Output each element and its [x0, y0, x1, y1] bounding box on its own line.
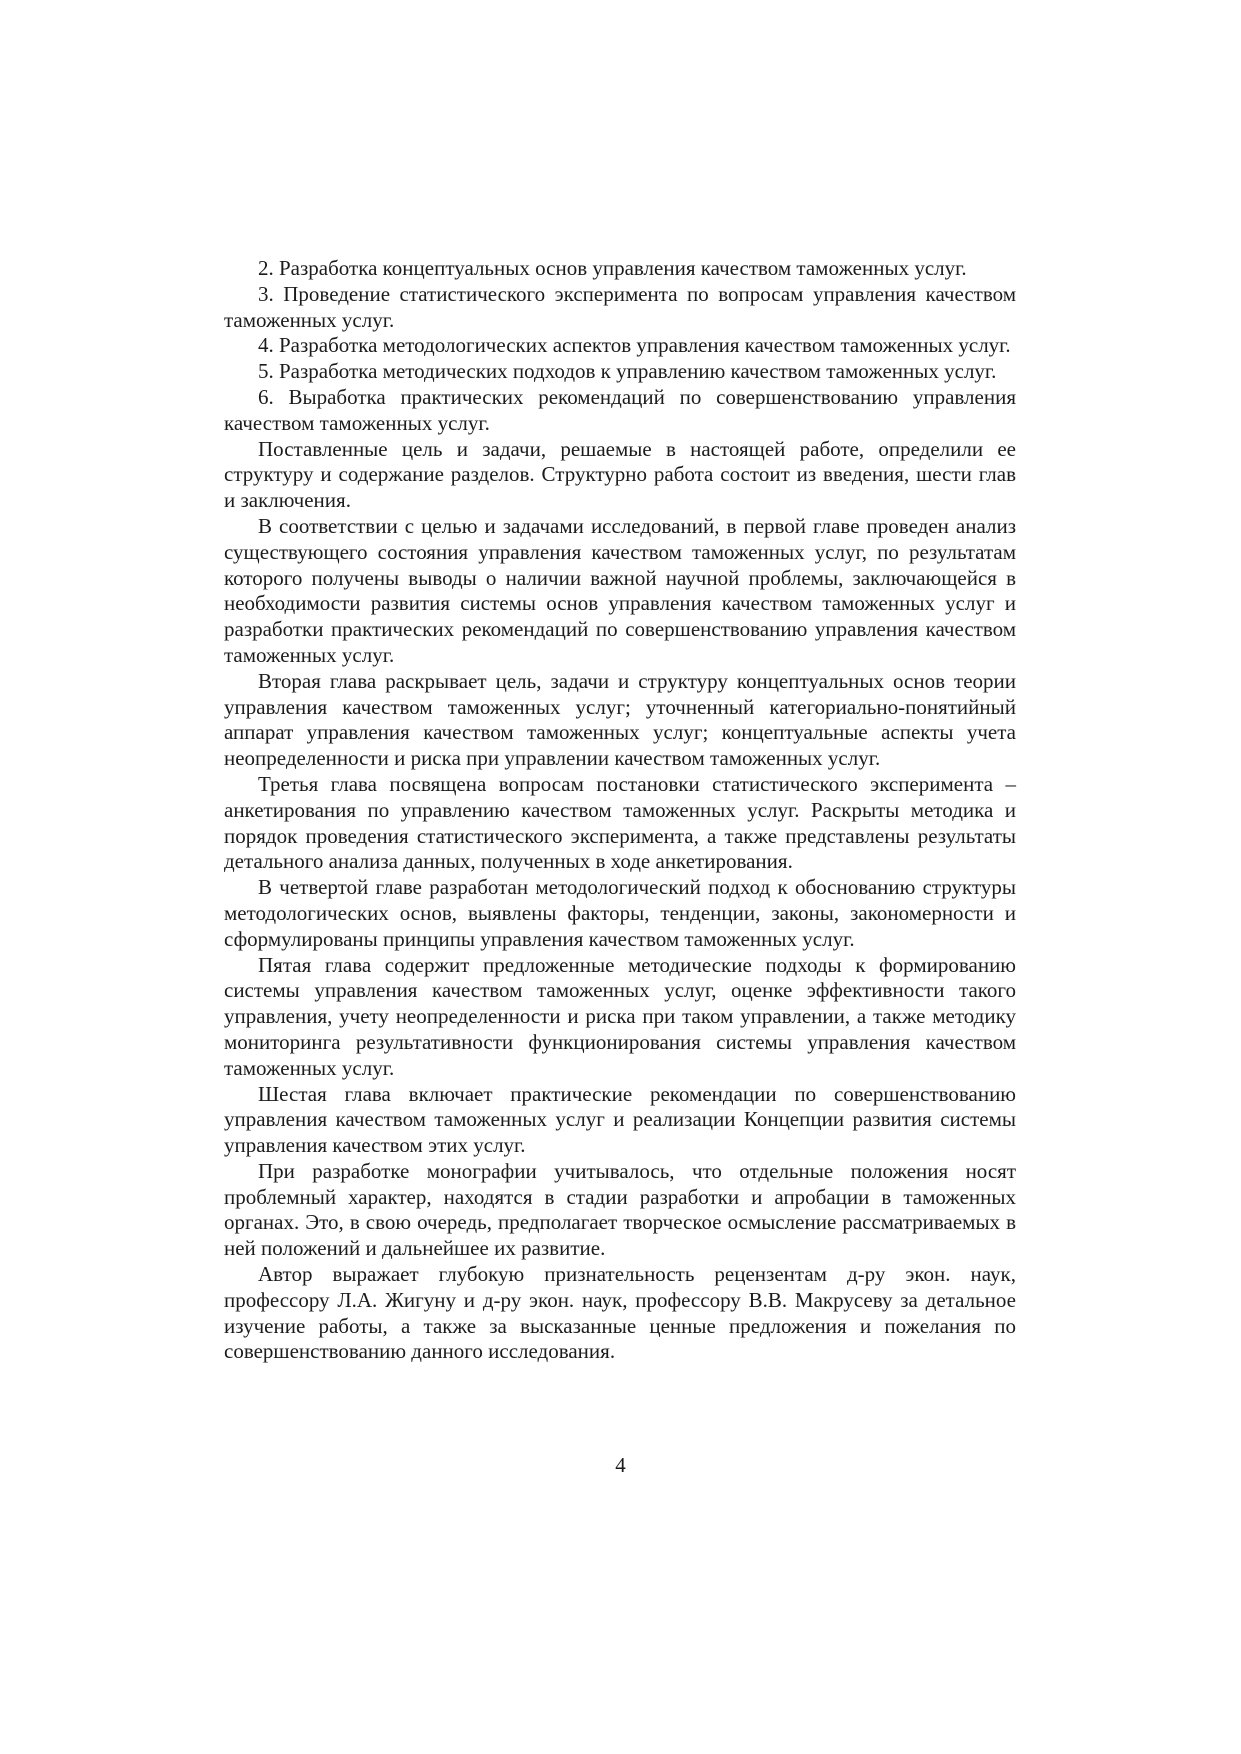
paragraph-chapter-4: В четвертой главе разработан методологический подход к обоснованию структуры методологических основ, выявлены факторы, тенденции, законы, закономерности и сформулированы принципы управления качеством таможенных услуг. — [224, 875, 1016, 951]
paragraph-structure: Поставленные цель и задачи, решаемые в настоящей работе, определили ее структуру и содержание разделов. Структурно работа состоит из введения, шести глав и заключения. — [224, 436, 1016, 513]
paragraph-chapter-5: Пятая глава содержит предложенные методические подходы к формированию системы управления качеством таможенных услуг, оценке эффективности такого управления, учету неопределенности и риска при таком управлении, а также методику мониторинга результативности функционирования системы управления качеством таможенных услуг. — [224, 952, 1016, 1080]
body-text — [224, 256, 1016, 1365]
paragraph-chapter-3: Третья глава посвящена вопросам постановки статистического эксперимента – анкетирования по управлению качеством таможенных услуг. Раскрыты методика и порядок проведения статистического эксперимента, а также представлены результаты детального анализа данных, полученных в ходе анкетирования. — [224, 771, 1016, 874]
page-number: 4 — [615, 1453, 626, 1477]
task-item-4: 4. Разработка методологических аспектов управления качеством таможенных услуг. — [258, 333, 1011, 358]
task-item-6: 6. Выработка практических рекомендаций по совершенствованию управления качеством таможенных услуг. — [224, 384, 1016, 435]
task-item-3: 3. Проведение статистического эксперимента по вопросам управления качеством таможенных услуг. — [224, 281, 1016, 332]
paragraph-acknowledgements: Автор выражает глубокую признательность рецензентам д-ру экон. наук, профессору Л.А. Жигуну и д-ру экон. наук, профессору В.В. Макрусеву за детальное изучение работы, а также за высказанные ценные предложения и пожелания по совершенствованию данного исследования. — [224, 1262, 1016, 1364]
paragraph-chapter-2: Вторая глава раскрывает цель, задачи и структуру концептуальных основ теории управления качеством таможенных услуг; уточненный категориально-понятийный аппарат управления качеством таможенных услуг; концептуальные аспекты учета неопределенности и риска при управлении качеством таможенных услуг. — [224, 668, 1016, 771]
task-item-5: 5. Разработка методических подходов к управлению качеством таможенных услуг. — [258, 359, 997, 384]
task-item-2: 2. Разработка концептуальных основ управления качеством таможенных услуг. — [258, 256, 967, 280]
paragraph-chapter-1: В соответствии с целью и задачами исследований, в первой главе проведен анализ существующего состояния управления качеством таможенных услуг, по результатам которого получены выводы о наличии важной научной проблемы, заключающейся в необходимости развития системы основ управления качеством таможенных услуг и разработки практических рекомендаций по совершенствованию управления качеством таможенных услуг. — [224, 513, 1016, 667]
paragraph-notes: При разработке монографии учитывалось, что отдельные положения носят проблемный характер, находятся в стадии разработки и апробации в таможенных органах. Это, в свою очередь, предполагает творческое осмысление рассматриваемых в ней положений и дальнейшее их развитие. — [224, 1158, 1016, 1261]
paragraph-chapter-6: Шестая глава включает практические рекомендации по совершенствованию управления качеством таможенных услуг и реализации Концепции развития системы управления качеством этих услуг. — [224, 1081, 1016, 1158]
